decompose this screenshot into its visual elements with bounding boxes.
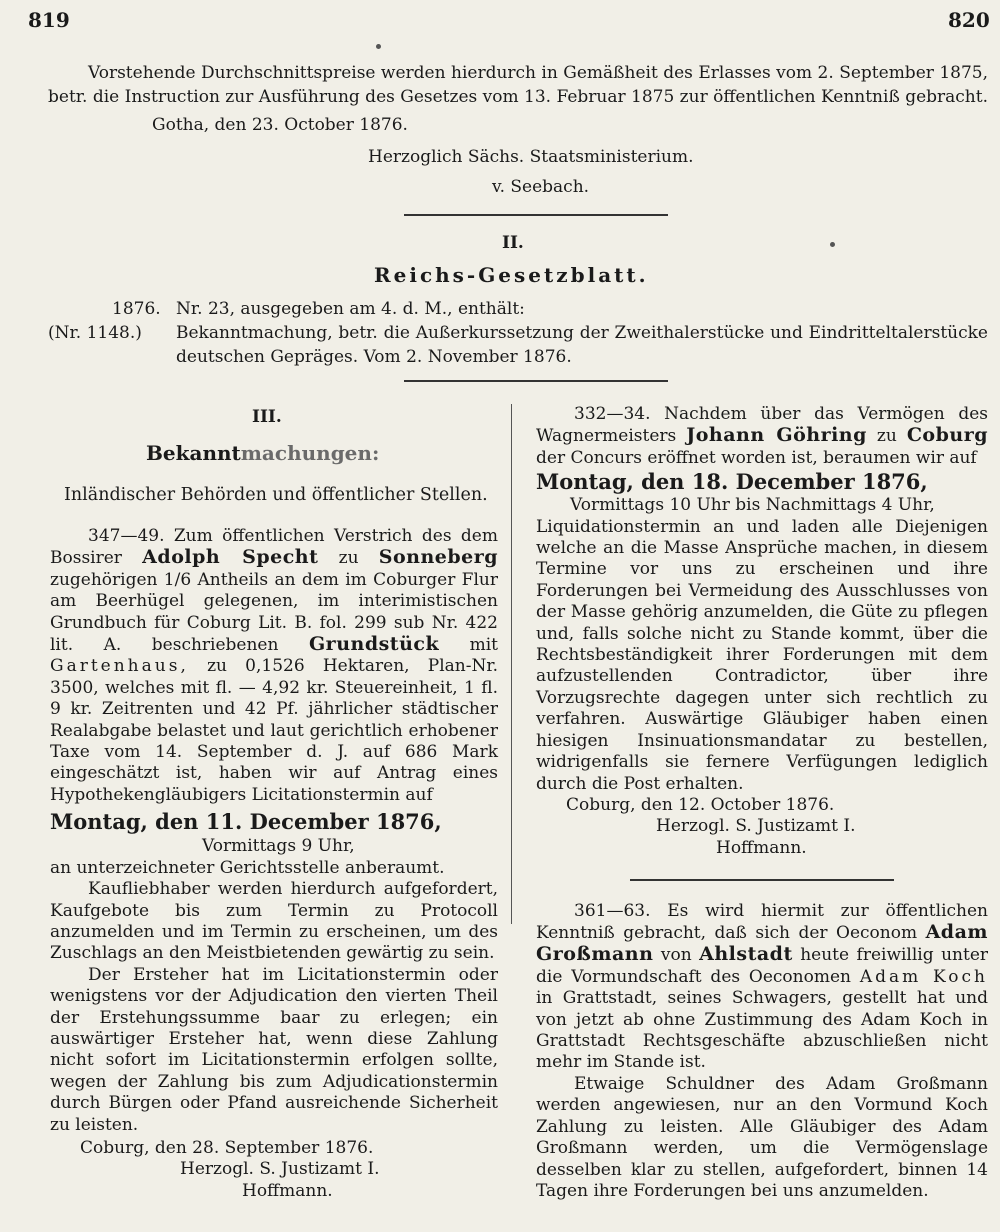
page-number-right: 820 <box>948 8 990 32</box>
right-paragraph-3 <box>536 901 988 1074</box>
right-p3-text: heute freiwillig unter die Vormundschaft des Oeconomen <box>536 945 989 987</box>
divider <box>404 214 668 216</box>
right-p1-mid: zu <box>876 426 897 447</box>
section-2-numeral: II. <box>502 233 524 253</box>
owner-place: Sonneberg <box>378 546 499 569</box>
left-auction-time: Vormittags 9 Uhr, <box>202 836 355 857</box>
left-signer: Hoffmann. <box>242 1180 333 1201</box>
right-paragraph-1 <box>536 404 988 469</box>
section-2-year: 1876. <box>112 299 161 319</box>
left-paragraph-4: Der Ersteher hat im Licitationstermin oder wenigstens vor der Adjudication den vierten Theil der Erstehungssumme baar zu erlegen; ein auswärtiger Ersteher hat, wenn diese Zahlung nicht sofort im Licitationstermin erfolgen sollte, wegen der Zahlung bis zum Adjudicationstermin durch Bürgen oder Pfand ausreichende Sicherheit zu leisten. <box>50 964 498 1135</box>
divider <box>630 879 894 881</box>
left-p1-mid: zu <box>338 548 359 569</box>
section-2-title: Reichs-Gesetzblatt. <box>374 263 649 287</box>
debtor-name: Johann Göhring <box>686 424 867 447</box>
intro-line-2: betr. die Instruction zur Ausführung des Gesetzes vom 13. Februar 1875 zur öffentlichen Kenntniß gebracht. <box>48 87 988 107</box>
right-hearing-date: Montag, den 18. December 1876, <box>536 469 928 495</box>
section-2-entry-line3: deutschen Gepräges. Vom 2. November 1876. <box>176 347 572 367</box>
section-3-title-b: machungen: <box>240 441 380 465</box>
intro-ministry: Herzoglich Sächs. Staatsministerium. <box>368 147 694 167</box>
owner-name: Adolph Specht <box>142 546 319 569</box>
right-column <box>536 404 988 1202</box>
left-paragraph-2: an unterzeichneter Gerichtsstelle anberaumt. <box>50 857 445 878</box>
intro-signer: v. Seebach. <box>492 177 590 197</box>
right-p3-mid: von <box>660 945 692 966</box>
ink-spot <box>376 44 381 49</box>
property-item: Grundstück <box>308 633 440 656</box>
section-3-title-a: Bekannt <box>146 441 241 465</box>
intro-line-1: Vorstehende Durchschnittspreise werden hierdurch in Gemäßheit des Erlasses vom 2. September 1875, <box>88 63 988 83</box>
section-2-nr: (Nr. 1148.) <box>48 323 142 343</box>
left-auction-date: Montag, den 11. December 1876, <box>50 809 442 835</box>
page-number-left: 819 <box>28 8 70 32</box>
left-p1-text2: mit <box>469 635 499 656</box>
ink-spot <box>830 242 835 247</box>
left-place-date: Coburg, den 28. September 1876. <box>80 1137 374 1158</box>
garden-house: Gartenhaus, <box>50 656 189 677</box>
divider <box>404 380 668 382</box>
left-paragraph-3: Kaufliebhaber werden hierdurch aufgefordert, Kaufgebote bis zum Termin zu Protocoll anzumelden und im Termin zu erscheinen, um des Zuschlags an den Meistbietenden gewärtig zu sein. <box>50 879 498 964</box>
right-office: Herzogl. S. Justizamt I. <box>656 816 856 837</box>
left-column <box>50 526 498 1202</box>
left-paragraph-1 <box>50 526 498 806</box>
ward-name: Adam Großmann <box>536 921 989 966</box>
ward-place: Ahlstadt <box>699 943 793 966</box>
left-p1-text1: zugehörigen 1/6 Antheils an dem im Coburger Flur am Beerhügel gelegenen, im interimistischen Grundbuch für Coburg Lit. B. fol. 299 sub Nr. 422 lit. A. beschriebenen <box>50 569 498 656</box>
section-3-numeral: III. <box>252 407 282 427</box>
right-p3-text2: in Grattstadt, seines Schwagers, gestellt hat und von jetzt ab ohne Zustimmung des Adam Koch in Grattstadt Rechtsgeschäfte abzuschließen nicht mehr im Stande ist. <box>536 988 988 1073</box>
right-signer: Hoffmann. <box>716 837 807 858</box>
right-place-date: Coburg, den 12. October 1876. <box>566 794 835 815</box>
right-paragraph-2: Liquidationstermin an und laden alle Diejenigen welche an die Masse Ansprüche machen, in diesem Termine vor uns zu erscheinen und ihre Forderungen bei Vermeidung des Ausschlusses von der Masse gehörig anzumelden, die Güte zu pflegen und, falls solche nicht zu Stande kommt, über die Rechtsbeständigkeit ihrer Forderungen mit dem aufzustellenden Contradictor, über ihre Vorzugsrechte dagegen unter sich rechtlich zu verfahren. Auswärtige Gläubiger haben einen hiesigen Insinuationsmandatar zu bestellen, widrigenfalls sie fernere Verfügungen lediglich durch die Post erhalten. <box>536 516 988 794</box>
left-p1-text3: zu 0,1526 Hektaren, Plan-Nr. 3500, welches mit fl. — 4,92 kr. Steuereinheit, 1 fl. 9 kr. Zeitrenten und 42 Pf. jährlicher städtischer Realabgabe belastet und laut gerichtlich erhobener Taxe vom 14. September d. J. auf 686 Mark eingeschätzt ist, haben wir auf Antrag eines Hypothekengläubigers Licitationstermin auf <box>50 656 498 805</box>
right-hearing-time: Vormittags 10 Uhr bis Nachmittags 4 Uhr, <box>570 495 935 516</box>
left-office: Herzogl. S. Justizamt I. <box>180 1159 380 1180</box>
guardian-name: Adam Koch <box>859 966 988 987</box>
section-3-subtitle: Inländischer Behörden und öffentlicher Stellen. <box>64 485 488 505</box>
left-p1-prefix: 347—49. Zum öffentlichen Verstrich des dem Bossirer <box>50 526 498 569</box>
intro-place-date: Gotha, den 23. October 1876. <box>152 115 408 135</box>
section-2-entry-line1: Nr. 23, ausgegeben am 4. d. M., enthält: <box>176 299 525 319</box>
section-3-title <box>146 440 379 466</box>
section-2-entry-line2: Bekanntmachung, betr. die Außerkurssetzung der Zweithalerstücke und Eindritteltalerstücke <box>176 323 988 343</box>
column-separator <box>511 404 512 924</box>
right-p3-prefix: 361—63. Es wird hiermit zur öffentlichen Kenntniß gebracht, daß sich der Oeconom <box>536 900 988 944</box>
right-p1-prefix: 332—34. Nachdem über das Vermögen des Wagnermeisters <box>536 404 988 447</box>
right-p1-text: der Concurs eröffnet worden ist, beraumen wir auf <box>536 447 977 468</box>
debtor-place: Coburg <box>906 424 989 447</box>
right-paragraph-4: Etwaige Schuldner des Adam Großmann werden angewiesen, nur an den Vormund Koch Zahlung zu leisten. Alle Gläubiger des Adam Großmann werden, um die Vermögenslage desselben klar zu stellen, aufgefordert, binnen 14 Tagen ihre Forderungen bei uns anzumelden. <box>536 1073 988 1201</box>
